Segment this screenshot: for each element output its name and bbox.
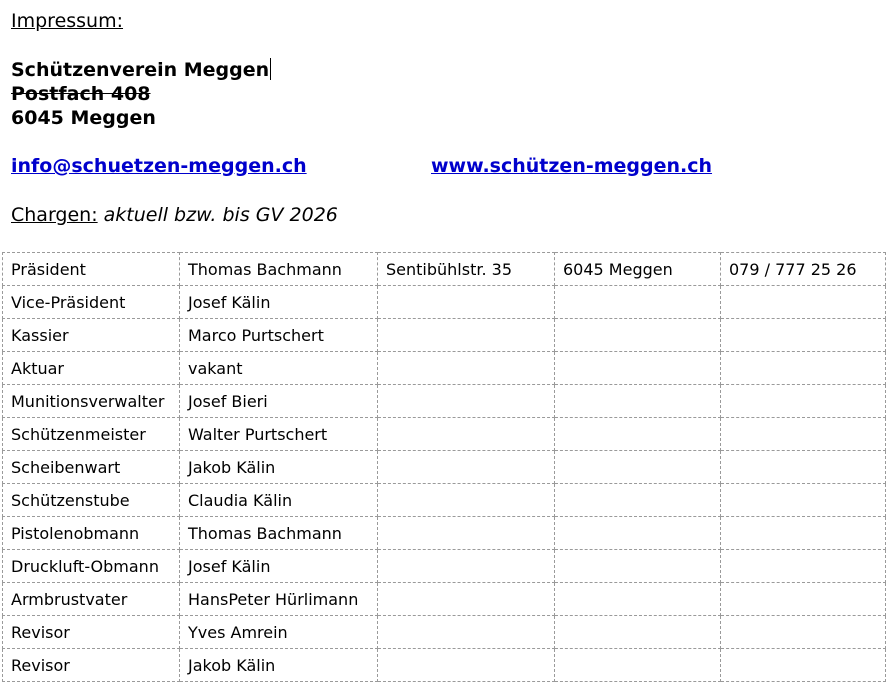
- chargen-table: [2, 252, 886, 682]
- role-cell: Revisor: [3, 616, 180, 649]
- table-row: [3, 451, 886, 484]
- role-cell: Pistolenobmann: [3, 517, 180, 550]
- table-row: [3, 319, 886, 352]
- name-cell: Thomas Bachmann: [180, 517, 378, 550]
- phone-cell: [721, 385, 886, 418]
- phone-cell: [721, 319, 886, 352]
- street-cell: [378, 385, 555, 418]
- text-cursor: [270, 58, 271, 80]
- city-cell: [555, 583, 721, 616]
- table-row: [3, 253, 886, 286]
- table-row: [3, 550, 886, 583]
- role-cell: Kassier: [3, 319, 180, 352]
- phone-cell: [721, 517, 886, 550]
- email-link[interactable]: info@schuetzen-meggen.ch: [11, 155, 307, 177]
- table-row: [3, 286, 886, 319]
- role-cell: Präsident: [3, 253, 180, 286]
- phone-cell: [721, 583, 886, 616]
- phone-cell: [721, 484, 886, 517]
- city-cell: [555, 352, 721, 385]
- table-row: [3, 517, 886, 550]
- city-cell: [555, 286, 721, 319]
- club-name: Schützenverein Meggen: [11, 59, 270, 81]
- phone-cell: [721, 352, 886, 385]
- role-cell: Aktuar: [3, 352, 180, 385]
- table-row: [3, 616, 886, 649]
- street-cell: [378, 649, 555, 682]
- table-row: [3, 583, 886, 616]
- name-cell: Walter Purtschert: [180, 418, 378, 451]
- phone-cell: [721, 616, 886, 649]
- city-cell: [555, 550, 721, 583]
- city-cell: [555, 484, 721, 517]
- role-cell: Munitionsverwalter: [3, 385, 180, 418]
- street-cell: [378, 484, 555, 517]
- role-cell: Schützenstube: [3, 484, 180, 517]
- chargen-label: Chargen:: [11, 204, 98, 226]
- phone-cell: 079 / 777 25 26: [721, 253, 886, 286]
- city-cell: [555, 418, 721, 451]
- role-cell: Revisor: [3, 649, 180, 682]
- role-cell: Scheibenwart: [3, 451, 180, 484]
- city-cell: [555, 451, 721, 484]
- name-cell: Jakob Kälin: [180, 649, 378, 682]
- city-line: 6045 Meggen: [11, 107, 156, 129]
- street-cell: [378, 418, 555, 451]
- table-row: [3, 352, 886, 385]
- phone-cell: [721, 418, 886, 451]
- street-cell: [378, 451, 555, 484]
- name-cell: Yves Amrein: [180, 616, 378, 649]
- table-row: [3, 418, 886, 451]
- role-cell: Vice-Präsident: [3, 286, 180, 319]
- city-cell: [555, 385, 721, 418]
- name-cell: HansPeter Hürlimann: [180, 583, 378, 616]
- city-cell: [555, 649, 721, 682]
- table-row: [3, 484, 886, 517]
- table-row: [3, 649, 886, 682]
- chargen-line: [11, 204, 338, 226]
- phone-cell: [721, 550, 886, 583]
- phone-cell: [721, 286, 886, 319]
- postfach-line: Postfach 408: [11, 83, 151, 105]
- street-cell: [378, 286, 555, 319]
- name-cell: Claudia Kälin: [180, 484, 378, 517]
- role-cell: Druckluft-Obmann: [3, 550, 180, 583]
- role-cell: Schützenmeister: [3, 418, 180, 451]
- impressum-heading: Impressum:: [11, 10, 124, 32]
- street-cell: [378, 616, 555, 649]
- name-cell: Josef Kälin: [180, 286, 378, 319]
- street-cell: [378, 319, 555, 352]
- street-cell: Sentibühlstr. 35: [378, 253, 555, 286]
- name-cell: Josef Bieri: [180, 385, 378, 418]
- table-row: [3, 385, 886, 418]
- city-cell: [555, 517, 721, 550]
- name-cell: Marco Purtschert: [180, 319, 378, 352]
- website-link[interactable]: www.schützen-meggen.ch: [431, 155, 713, 177]
- city-cell: [555, 319, 721, 352]
- city-cell: 6045 Meggen: [555, 253, 721, 286]
- street-cell: [378, 550, 555, 583]
- club-name-line[interactable]: [11, 58, 271, 82]
- street-cell: [378, 352, 555, 385]
- name-cell: vakant: [180, 352, 378, 385]
- name-cell: Jakob Kälin: [180, 451, 378, 484]
- phone-cell: [721, 451, 886, 484]
- chargen-note: aktuell bzw. bis GV 2026: [103, 204, 338, 226]
- role-cell: Armbrustvater: [3, 583, 180, 616]
- phone-cell: [721, 649, 886, 682]
- street-cell: [378, 517, 555, 550]
- street-cell: [378, 583, 555, 616]
- city-cell: [555, 616, 721, 649]
- name-cell: Thomas Bachmann: [180, 253, 378, 286]
- name-cell: Josef Kälin: [180, 550, 378, 583]
